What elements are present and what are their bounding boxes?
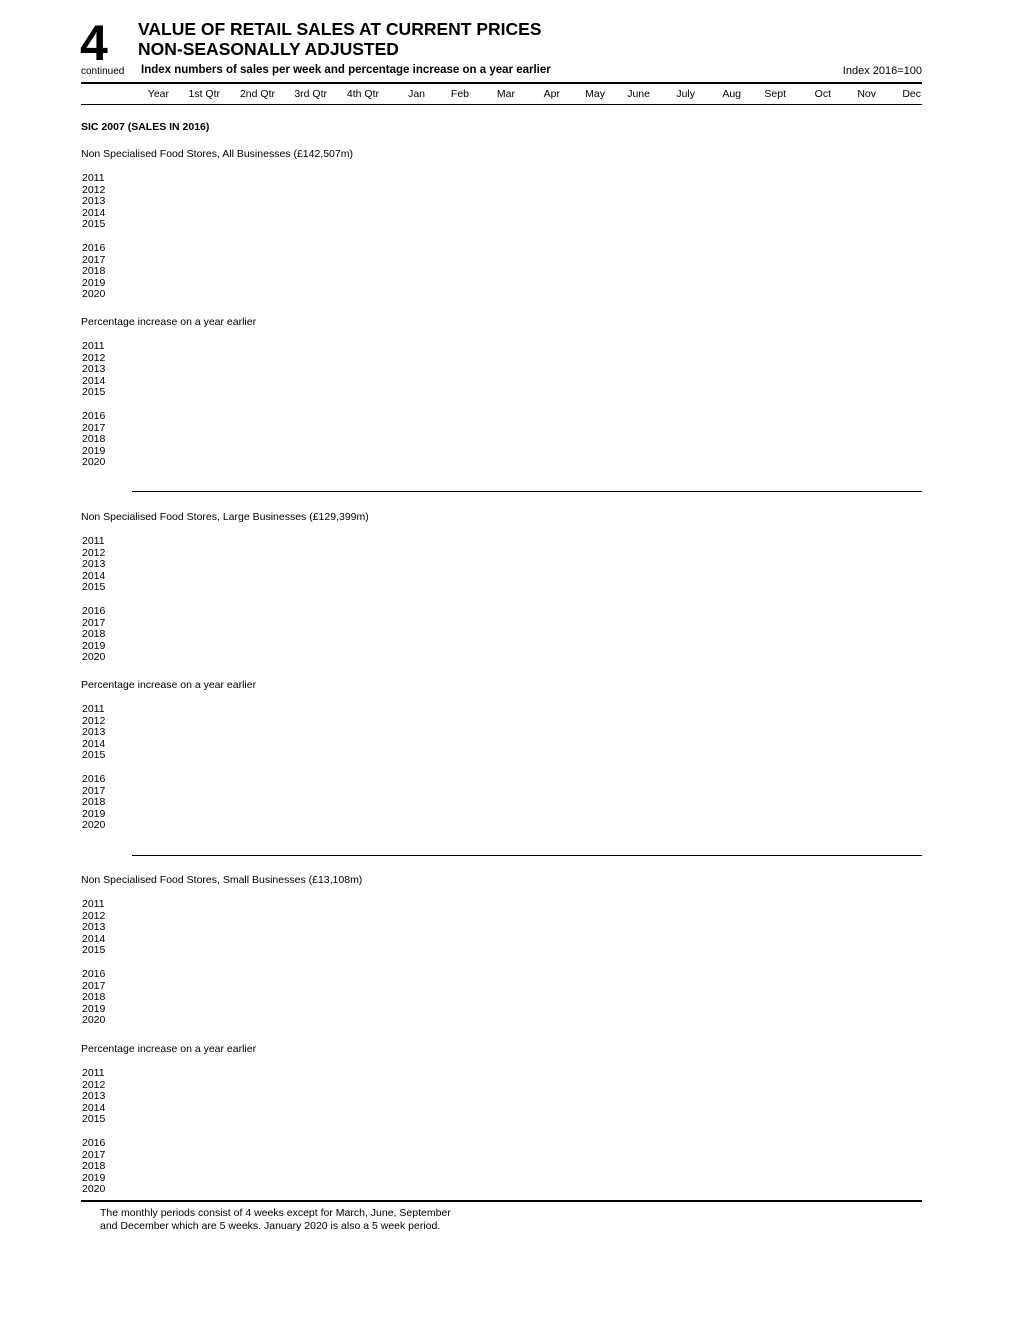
row-year: 2018 [82, 1160, 106, 1172]
row-year: 2012 [82, 351, 106, 364]
row-year: 2013 [82, 195, 106, 207]
row-year: 2019 [82, 807, 106, 820]
header-bottom-rule [81, 104, 922, 105]
row-year: 2014 [82, 206, 106, 219]
row-year: 2017 [82, 979, 106, 992]
row-year: 2020 [82, 819, 106, 831]
row-year: 2016 [82, 410, 106, 422]
column-header: 4th Qtr [346, 88, 379, 100]
row-year: 2014 [82, 374, 106, 387]
row-year: 2012 [82, 546, 106, 559]
column-header: Year [147, 88, 169, 100]
footnote [100, 1207, 451, 1233]
index-base-label: Index 2016=100 [842, 65, 922, 77]
row-year: 2011 [82, 172, 105, 184]
row-year: 2020 [82, 1014, 106, 1026]
row-year: 2017 [82, 784, 106, 797]
row-year: 2013 [82, 558, 106, 570]
table-bottom-rule [81, 1200, 922, 1202]
row-year: 2012 [82, 183, 106, 196]
footnote-line1: The monthly periods consist of 4 weeks except for March, June, September [100, 1207, 451, 1219]
row-year: 2013 [82, 726, 106, 738]
row-year: 2016 [82, 242, 106, 254]
column-header: Oct [814, 88, 831, 100]
row-year: 2020 [82, 651, 106, 663]
row-year: 2019 [82, 444, 106, 457]
column-header: 3rd Qtr [294, 88, 327, 100]
row-year: 2016 [82, 1137, 106, 1149]
section-label: Non Specialised Food Stores, All Businesses (£142,507m) [81, 148, 353, 160]
row-year: 2015 [82, 218, 106, 230]
row-year: 2018 [82, 265, 106, 277]
sic-label: SIC 2007 (SALES IN 2016) [81, 121, 210, 133]
continued-label: continued [81, 66, 125, 77]
row-year: 2011 [82, 898, 105, 910]
column-header: Feb [450, 88, 469, 100]
column-header: June [627, 88, 650, 100]
column-header: July [676, 88, 695, 100]
row-year: 2019 [82, 639, 106, 652]
row-year: 2016 [82, 773, 106, 785]
row-year: 2020 [82, 1183, 106, 1195]
percentage-label: Percentage increase on a year earlier [81, 679, 257, 691]
row-year: 2019 [82, 1171, 106, 1184]
row-year: 2020 [82, 456, 106, 468]
row-year: 2016 [82, 605, 106, 617]
row-year: 2012 [82, 1078, 106, 1091]
row-year: 2018 [82, 628, 106, 640]
header-top-rule [81, 82, 922, 84]
column-header: May [585, 88, 605, 100]
row-year: 2012 [82, 909, 106, 922]
column-header: Nov [857, 88, 876, 100]
row-year: 2018 [82, 991, 106, 1003]
footnote-line2: and December which are 5 weeks. January 2020 is also a 5 week period. [100, 1220, 441, 1232]
column-header: Jan [408, 88, 425, 100]
page-title-line2: NON-SEASONALLY ADJUSTED [138, 39, 399, 59]
column-header: 2nd Qtr [239, 88, 275, 100]
column-header: Sept [764, 88, 786, 100]
row-year: 2017 [82, 1148, 106, 1161]
row-year: 2015 [82, 749, 106, 761]
row-year: 2017 [82, 616, 106, 629]
column-header: Aug [722, 88, 741, 100]
column-header: Mar [496, 88, 515, 100]
row-year: 2011 [82, 703, 105, 715]
row-year: 2015 [82, 944, 106, 956]
column-header: 1st Qtr [188, 88, 220, 100]
row-year: 2014 [82, 1101, 106, 1114]
row-year: 2019 [82, 276, 106, 289]
row-year: 2017 [82, 253, 106, 266]
row-year: 2011 [82, 340, 105, 352]
row-year: 2020 [82, 288, 106, 300]
row-year: 2014 [82, 737, 106, 750]
row-year: 2011 [82, 1067, 105, 1079]
row-year: 2014 [82, 569, 106, 582]
row-year: 2014 [82, 932, 106, 945]
column-header: Dec [902, 88, 921, 100]
row-year: 2015 [82, 1113, 106, 1125]
table-number: 4 [80, 15, 108, 71]
row-year: 2019 [82, 1002, 106, 1015]
row-year: 2016 [82, 968, 106, 980]
row-year: 2017 [82, 421, 106, 434]
section-divider [132, 855, 922, 856]
section-label: Non Specialised Food Stores, Small Businesses (£13,108m) [81, 874, 363, 886]
row-year: 2013 [82, 1090, 106, 1102]
section-divider [132, 491, 922, 492]
row-year: 2013 [82, 363, 106, 375]
page-title-line1: VALUE OF RETAIL SALES AT CURRENT PRICES [138, 19, 542, 39]
row-year: 2015 [82, 581, 106, 593]
section-label: Non Specialised Food Stores, Large Businesses (£129,399m) [81, 511, 369, 523]
percentage-label: Percentage increase on a year earlier [81, 316, 257, 328]
row-year: 2012 [82, 714, 106, 727]
row-year: 2011 [82, 535, 105, 547]
table-subtitle: Index numbers of sales per week and percentage increase on a year earlier [141, 64, 551, 76]
percentage-label: Percentage increase on a year earlier [81, 1043, 257, 1055]
column-header: Apr [543, 88, 560, 100]
row-year: 2018 [82, 433, 106, 445]
row-year: 2018 [82, 796, 106, 808]
row-year: 2015 [82, 386, 106, 398]
row-year: 2013 [82, 921, 106, 933]
